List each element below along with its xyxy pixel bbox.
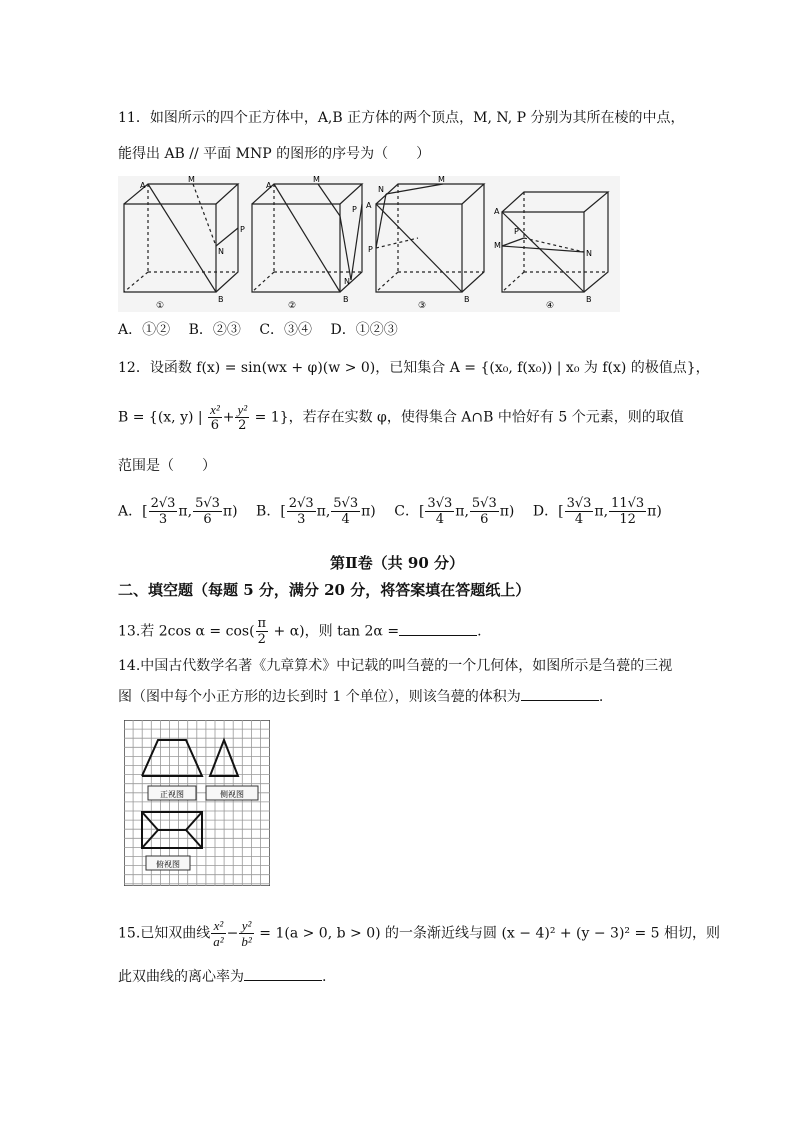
svg-text:B: B bbox=[343, 295, 349, 304]
side-view-label: 侧视图 bbox=[220, 790, 244, 799]
q14-answer-blank[interactable] bbox=[521, 686, 599, 701]
q14-line2: 图（图中每个小正方形的边长到时 1 个单位），则该刍甍的体积为 . bbox=[118, 686, 603, 707]
q14-three-view-figure bbox=[124, 720, 270, 886]
q15-line1: 15.已知双曲线 $\frac{\text{x²}}{\text{a²}}$ − $\frac{\text{y²}}{\text{b²}}$ = 1(a > 0, b > 0) 的一条渐近线与圆 (x − 4)² + (y − 3)² = 5 相切，则 bbox=[118, 918, 721, 949]
q11-cube-figures bbox=[118, 176, 620, 312]
q15-answer-blank[interactable] bbox=[244, 966, 322, 981]
svg-text:A: A bbox=[366, 201, 372, 210]
q11-line1: 11．如图所示的四个正方体中，A,B 正方体的两个顶点，M, N, P 分别为其所在棱的中点， bbox=[118, 110, 685, 126]
svg-text:P: P bbox=[514, 227, 519, 236]
q11-option-c[interactable]: C．③④ bbox=[259, 322, 313, 338]
q14-line1: 14.中国古代数学名著《九章算术》中记载的叫刍甍的一个几何体，如图所示是刍甍的三视 bbox=[118, 658, 673, 674]
q12-option-b[interactable]: B．[ $\frac{2√3}{3}$ π, $\frac{5√3}{4}$ π) bbox=[256, 496, 376, 527]
svg-text:M: M bbox=[494, 241, 501, 250]
svg-text:M: M bbox=[313, 176, 320, 184]
q11-options bbox=[118, 320, 412, 340]
cube-label-4: ④ bbox=[546, 301, 555, 311]
front-view-label: 正视图 bbox=[160, 790, 184, 799]
q13-line: 13.若 2cos α = cos( $\frac{\pi}{2}$ + α)，则 tan 2α = . bbox=[118, 616, 482, 647]
svg-text:A: A bbox=[494, 207, 500, 216]
q12-option-d[interactable]: D．[ $\frac{3√3}{4}$ π, $\frac{11√3}{12}$ π) bbox=[532, 496, 662, 527]
section2-title: 二、填空题（每题 5 分，满分 20 分，将答案填在答题纸上） bbox=[118, 581, 531, 599]
svg-text:P: P bbox=[368, 245, 373, 254]
q12-line3: 范围是（ ） bbox=[118, 458, 216, 474]
q12-line2: B = {(x, y) | $\frac{\text{x²}}{6}$ + $\frac{\text{y²}}{2}$ = 1}，若存在实数 φ，使得集合 A∩B 中恰好有 5 个元素，则的取值 bbox=[118, 402, 684, 433]
svg-text:N: N bbox=[344, 277, 350, 286]
svg-text:A: A bbox=[140, 181, 146, 190]
svg-text:P: P bbox=[240, 225, 245, 234]
svg-text:N: N bbox=[586, 249, 592, 258]
q12-option-c[interactable]: C．[ $\frac{3√3}{4}$ π, $\frac{5√3}{6}$ π) bbox=[394, 496, 515, 527]
svg-text:N: N bbox=[218, 247, 224, 256]
svg-text:P: P bbox=[352, 205, 357, 214]
top-view-label: 俯视图 bbox=[156, 860, 180, 869]
cube-label-3: ③ bbox=[418, 301, 427, 311]
q12-options bbox=[118, 496, 676, 527]
svg-text:N: N bbox=[378, 185, 384, 194]
part2-title: 第Ⅱ卷（共 90 分） bbox=[330, 554, 464, 572]
q15-line2: 此双曲线的离心率为 . bbox=[118, 966, 326, 987]
q11-option-a[interactable]: A．①② bbox=[118, 322, 171, 338]
svg-text:A: A bbox=[266, 181, 272, 190]
svg-text:M: M bbox=[188, 176, 195, 184]
q12-option-a[interactable]: A．[ $\frac{2√3}{3}$ π, $\frac{5√3}{6}$ π) bbox=[118, 496, 238, 527]
svg-text:B: B bbox=[586, 295, 592, 304]
svg-text:B: B bbox=[464, 295, 470, 304]
svg-text:B: B bbox=[218, 295, 224, 304]
q12-line1: 12．设函数 f(x) = sin(wx + φ)(w > 0)，已知集合 A = {(x₀, f(x₀)) | x₀ 为 f(x) 的极值点}， bbox=[118, 360, 710, 376]
cube-label-2: ② bbox=[288, 301, 297, 311]
cube-label-1: ① bbox=[156, 301, 165, 311]
svg-text:M: M bbox=[438, 176, 445, 184]
q11-option-b[interactable]: B．②③ bbox=[188, 322, 241, 338]
q13-answer-blank[interactable] bbox=[399, 621, 477, 636]
q11-line2: 能得出 AB // 平面 MNP 的图形的序号为（ ） bbox=[118, 146, 431, 162]
q11-option-d[interactable]: D．①②③ bbox=[330, 322, 398, 338]
